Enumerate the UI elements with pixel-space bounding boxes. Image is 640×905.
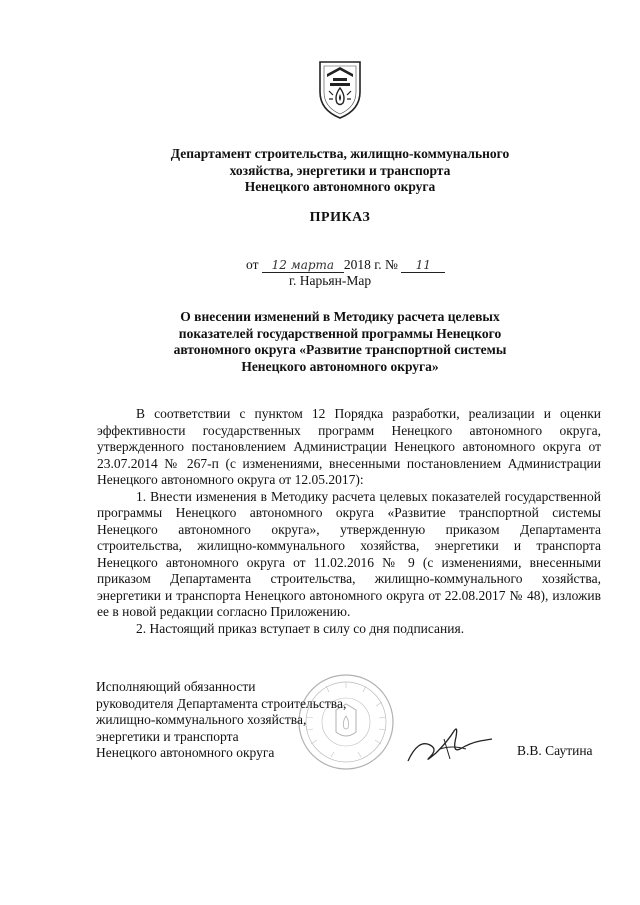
nenets-coat-of-arms-icon <box>315 58 365 120</box>
handwritten-date: 12 марта <box>271 258 335 272</box>
body-paragraph: 2. Настоящий приказ вступает в силу со дня подписания. <box>136 620 465 636</box>
signatory-line: руководителя Департамента строительства, <box>96 695 347 711</box>
subject-line: показателей государственной программы Ненецкого <box>178 325 502 341</box>
order-subject <box>120 309 560 375</box>
year-and-number-label: 2018 г. № <box>343 257 398 272</box>
subject-line: О внесении изменений в Методику расчета целевых <box>180 309 500 324</box>
subject-line: автономного округа «Развитие транспортной системы <box>173 342 507 357</box>
body-paragraph: В соответствии с пунктом 12 Порядка разработки, реализации и оценки эффективности государственных программ Ненецкого автономного округа, утвержденного постановлением Администрации Ненецкого автономного округа от 23.07.2014 № 267-п (с изменениями, внесенными постановлением Администрации Ненецкого автономного округа от 12.05.2017): <box>97 406 601 487</box>
signatory-line: жилищно-коммунального хозяйства, <box>96 712 307 727</box>
official-seal-icon <box>296 672 396 772</box>
subject-line: Ненецкого автономного округа» <box>241 358 439 374</box>
body-paragraph: 1. Внести изменения в Методику расчета целевых показателей государственной программы Ненецкого автономного округа «Развитие транспортной системы Ненецкого автономного округа», утвержденную приказом Департамента строительства, жилищно-коммунального хозяйства, энергетики и транспорта Ненецкого автономного округа от 11.02.2016 № 9 (с изменениями, внесенными приказом Департамента строительства, жилищно-коммунального хозяйства, энергетики и транспорта Ненецкого автономного округа от 22.08.2017 № 48), изложив ее в новой редакции согласно Приложению. <box>97 488 601 619</box>
department-header <box>100 146 580 196</box>
signatory-name: В.В. Саутина <box>517 743 593 758</box>
order-place: г. Нарьян-Мар <box>289 273 372 288</box>
department-line: Департамент строительства, жилищно-коммунального <box>170 146 510 161</box>
date-prefix: от <box>246 257 259 272</box>
order-body <box>97 406 601 637</box>
order-date-line <box>246 257 445 273</box>
handwritten-signature-icon <box>400 719 500 769</box>
department-line: Ненецкого автономного округа <box>244 179 436 194</box>
department-line: хозяйства, энергетики и транспорта <box>229 162 451 178</box>
handwritten-order-number: 11 <box>415 258 431 272</box>
signatory-line: Ненецкого автономного округа <box>96 745 275 760</box>
signatory-line: энергетики и транспорта <box>96 728 239 744</box>
signatory-line: Исполняющий обязанности <box>96 679 256 694</box>
document-title: ПРИКАЗ <box>309 210 371 225</box>
